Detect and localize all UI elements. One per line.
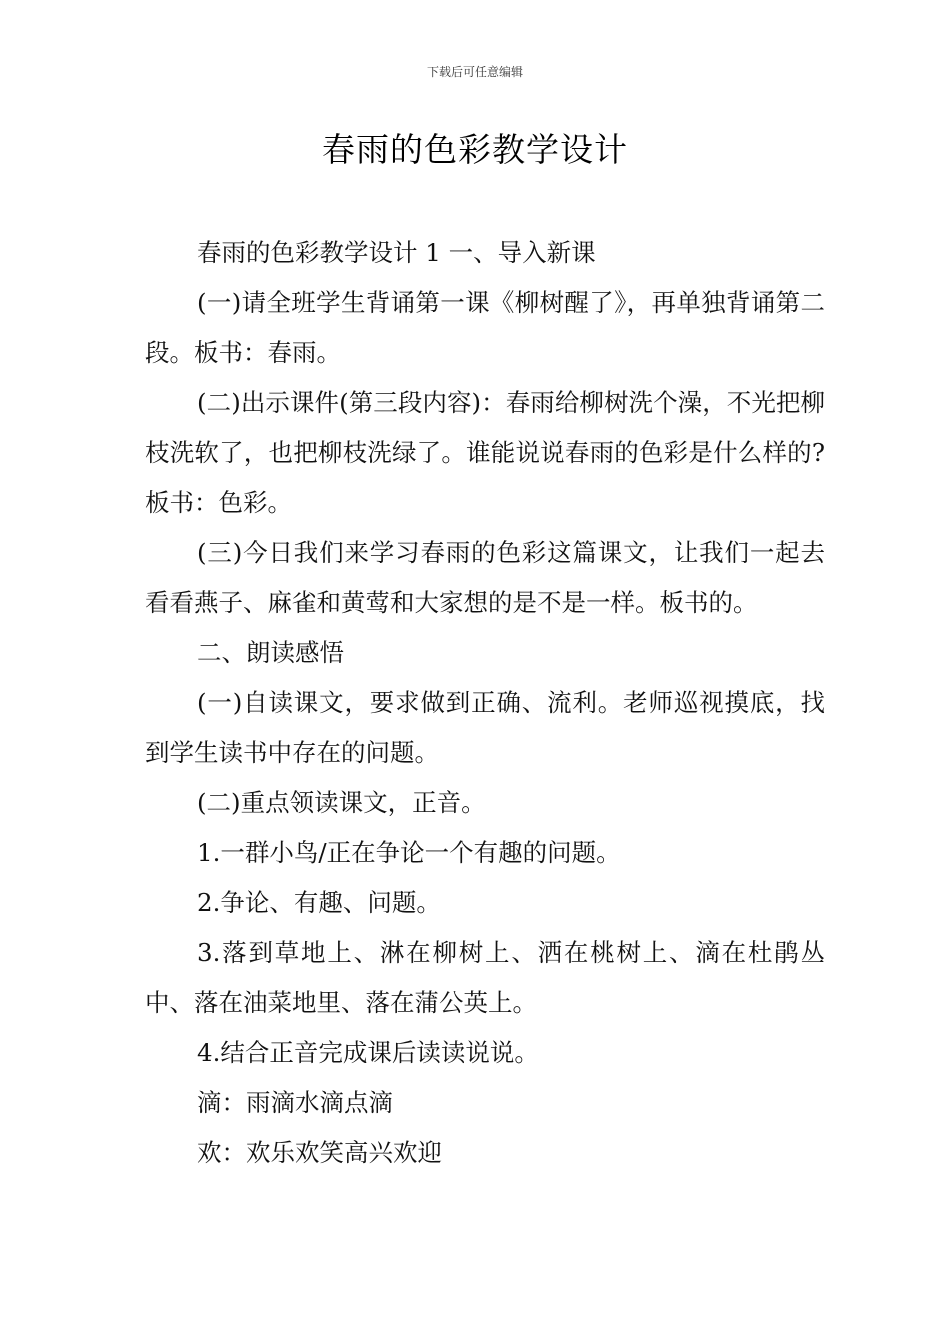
document-body <box>145 228 825 1178</box>
paragraph-8: 1.一群小鸟/正在争论一个有趣的问题。 <box>197 838 621 867</box>
paragraph-9: 2.争论、有趣、问题。 <box>197 888 441 917</box>
paragraph-1: 春雨的色彩教学设计 1 一、导入新课 <box>197 238 596 267</box>
paragraph-12: 滴：雨滴水滴点滴 <box>197 1088 393 1117</box>
header-note: 下载后可任意编辑 <box>426 65 523 79</box>
paragraph-7: (二)重点领读课文，正音。 <box>197 788 486 817</box>
paragraph-10: 3.落到草地上、淋在柳树上、洒在桃树上、滴在杜鹃丛中、落在油菜地里、落在蒲公英上。 <box>145 938 825 1017</box>
paragraph-11: 4.结合正音完成课后读读说说。 <box>197 1038 539 1067</box>
paragraph-5: 二、朗读感悟 <box>197 638 344 667</box>
paragraph-2: (一)请全班学生背诵第一课《柳树醒了》，再单独背诵第二段。板书：春雨。 <box>145 288 825 367</box>
paragraph-6: (一)自读课文，要求做到正确、流利。老师巡视摸底，找到学生读书中存在的问题。 <box>145 688 825 767</box>
paragraph-13: 欢：欢乐欢笑高兴欢迎 <box>197 1138 442 1167</box>
paragraph-3: (二)出示课件(第三段内容)：春雨给柳树洗个澡，不光把柳枝洗软了，也把柳枝洗绿了。谁能说说春雨的色彩是什么样的?板书：色彩。 <box>145 388 825 517</box>
document-title: 春雨的色彩教学设计 <box>322 130 628 169</box>
paragraph-4: (三)今日我们来学习春雨的色彩这篇课文，让我们一起去看看燕子、麻雀和黄莺和大家想的是不是一样。板书的。 <box>145 538 825 617</box>
